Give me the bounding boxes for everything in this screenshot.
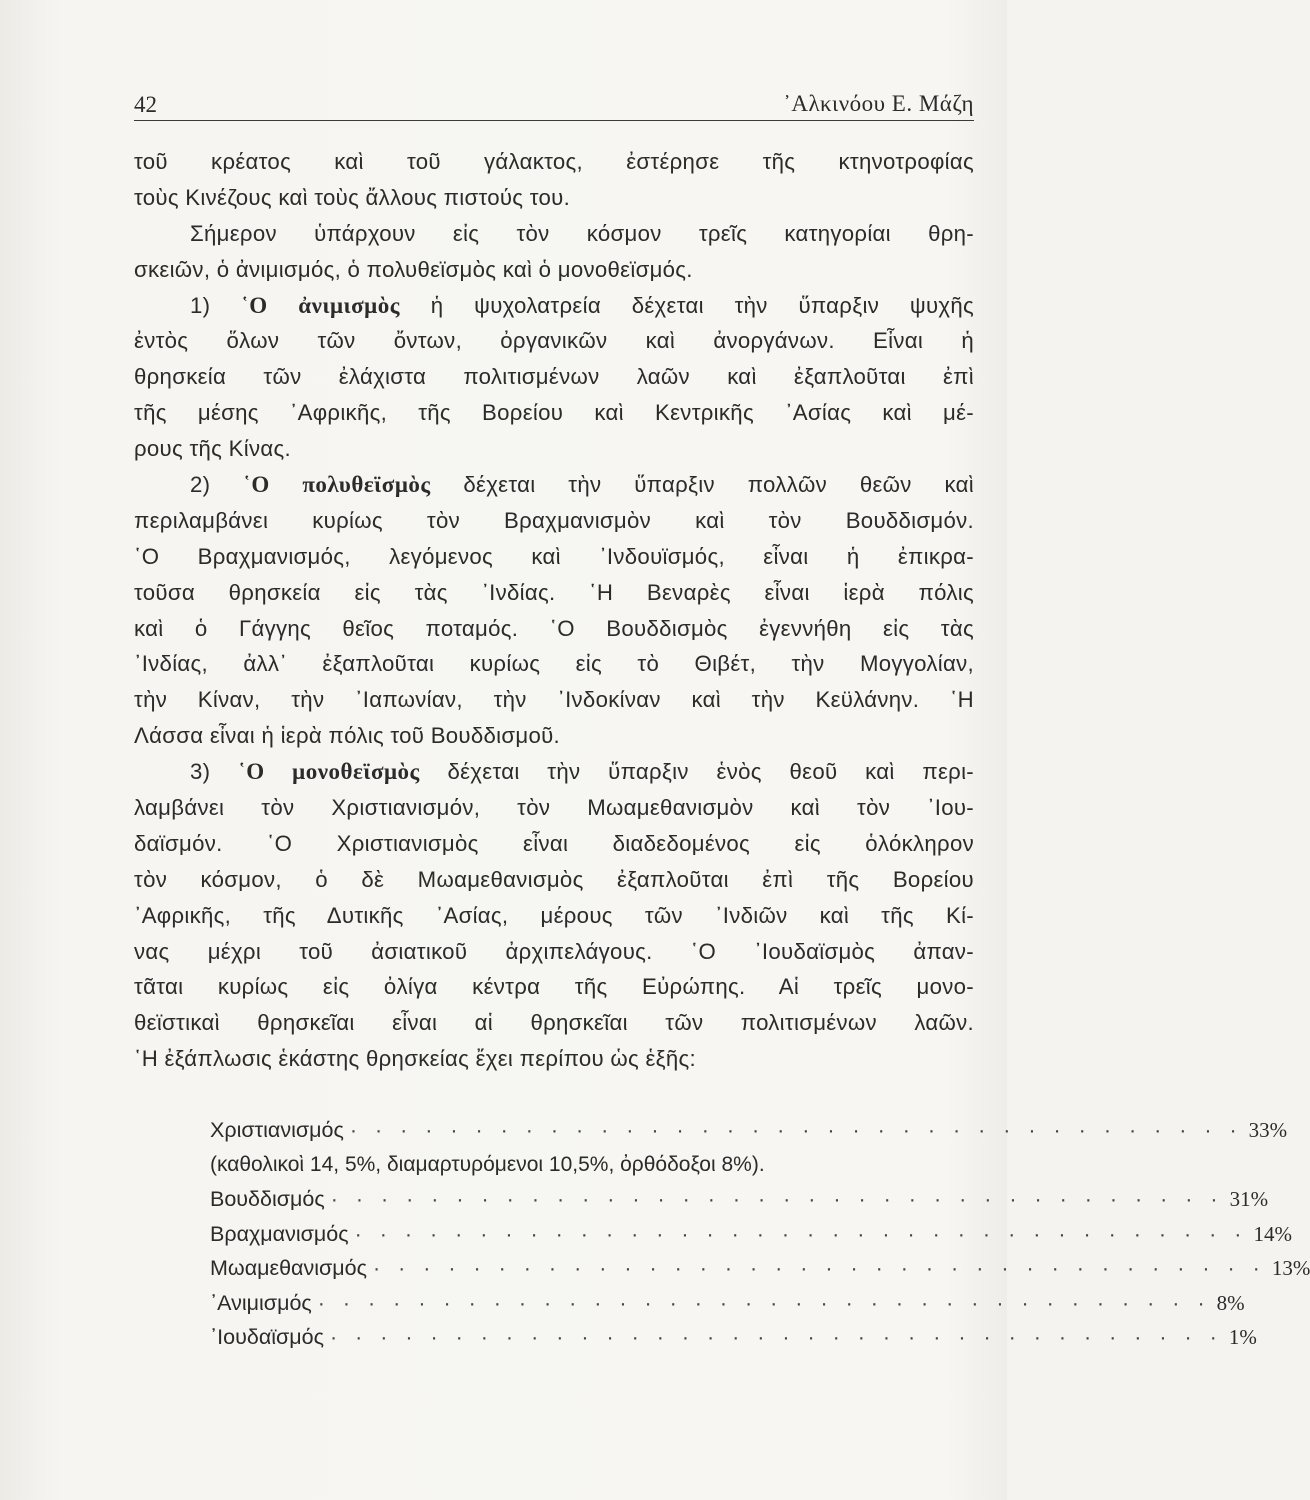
dot-leader: · · · · · · · · · · · · · · · · · · · · · · · · · · · · · · · · · · · · xyxy=(349,1118,1243,1142)
stat-value: 31% xyxy=(1229,1187,1269,1211)
text-line: τὸν κόσμον, ὁ δὲ Μωαμεθανισμὸς ἐξαπλοῦται ἐπὶ τῆς Βορείου xyxy=(134,866,974,892)
text-line: ᾿Αφρικῆς, τῆς Δυτικῆς ᾿Ασίας, μέρους τῶν ᾿Ινδιῶν καὶ τῆς Κί- xyxy=(134,902,974,928)
heading-term: ῾Ο πολυθεϊσμὸς xyxy=(243,472,431,498)
dot-leader: · · · · · · · · · · · · · · · · · · · · · · · · · · · · · · · · · · · · xyxy=(373,1256,1266,1280)
text-line: τοῦσα θρησκεία εἰς τὰς ᾿Ινδίας. ῾Η Βεναρὲς εἶναι ἱερὰ πόλις xyxy=(134,579,974,605)
heading-number: 3) xyxy=(190,759,211,785)
heading-number: 1) xyxy=(190,292,211,318)
stat-value: 33% xyxy=(1248,1118,1288,1142)
text-line: ῾Ο Βραχμανισμός, λεγόμενος καὶ ᾿Ινδουϊσμός, εἶναι ἡ ἐπικρα- xyxy=(134,543,974,569)
stat-name: Βουδδισμός xyxy=(210,1187,325,1211)
stat-row-brahmanism xyxy=(210,1221,1292,1257)
text-line: σκειῶν, ὁ ἀνιμισμός, ὁ πολυθεϊσμὸς καὶ ὁ μονοθεϊσμός. xyxy=(134,256,693,282)
text-line: λαμβάνει τὸν Χριστιανισμόν, τὸν Μωαμεθανισμὸν καὶ τὸν ᾿Ιου- xyxy=(134,795,974,821)
text-line: ᾿Ινδίας, ἀλλ᾿ ἐξαπλοῦται κυρίως εἰς τὸ Θιβέτ, τὴν Μογγολίαν, xyxy=(134,651,974,677)
stat-name: ᾿Ιουδαϊσμός xyxy=(210,1325,324,1349)
stat-row-islam xyxy=(210,1256,1310,1291)
stat-name: Βραχμανισμός xyxy=(210,1221,349,1246)
stat-value: 8% xyxy=(1216,1290,1245,1315)
text-line: ρους τῆς Κίνας. xyxy=(134,436,291,462)
page-header xyxy=(134,84,974,121)
text-line: τοὺς Κινέζους καὶ τοὺς ἄλλους πιστούς του. xyxy=(134,184,571,210)
section-heading-animism xyxy=(134,288,974,324)
text-line: τῆς μέσης ᾿Αφρικῆς, τῆς Βορείου καὶ Κεντρικῆς ᾿Ασίας καὶ μέ- xyxy=(134,400,974,426)
text-line: ἡ ψυχολατρεία δέχεται τὴν ὕπαρξιν ψυχῆς xyxy=(430,292,974,318)
dot-leader: · · · · · · · · · · · · · · · · · · · · · · · · · · · · · · · · · · · · xyxy=(354,1221,1248,1246)
stat-row-animism xyxy=(210,1290,1245,1326)
text-line: τὴν Κίναν, τὴν ᾿Ιαπωνίαν, τὴν ᾿Ινδοκίναν καὶ τὴν Κεϋλάνην. ῾Η xyxy=(134,687,974,713)
text-line: τᾶται κυρίως εἰς ὀλίγα κέντρα τῆς Εὐρώπης. Αἱ τρεῖς μονο- xyxy=(134,974,974,1000)
heading-term: ῾Ο μονοθεϊσμὸς xyxy=(238,759,420,785)
religion-statistics-list xyxy=(210,1118,1310,1360)
text-line: θεϊστικαὶ θρησκεῖαι εἶναι αἱ θρησκεῖαι τῶν πολιτισμένων λαῶν. xyxy=(134,1010,974,1036)
stat-row-christianity xyxy=(210,1118,1288,1153)
text-line: τοῦ κρέατος καὶ τοῦ γάλακτος, ἐστέρησε τῆς κτηνοτροφίας xyxy=(134,149,974,174)
text-line: δέχεται τὴν ὕπαρξιν ἑνὸς θεοῦ καὶ περι- xyxy=(447,759,974,785)
stat-name: Χριστιανισμός xyxy=(210,1118,344,1142)
stat-row-buddhism xyxy=(210,1187,1269,1222)
stat-name: ᾿Ανιμισμός xyxy=(210,1290,312,1315)
text-line: δαϊσμόν. ῾Ο Χριστιανισμὸς εἶναι διαδεδομένος εἰς ὁλόκληρον xyxy=(134,830,974,856)
text-line: καὶ ὁ Γάγγης θεῖος ποταμός. ῾Ο Βουδδισμὸς ἐγεννήθη εἰς τὰς xyxy=(134,615,974,641)
section-heading-polytheism xyxy=(134,467,974,503)
text-line: ἐντὸς ὅλων τῶν ὄντων, ὀργανικῶν καὶ ἀνοργάνων. Εἶναι ἡ xyxy=(134,328,974,354)
running-head: ᾿Αλκινόου Ε. Μάζη xyxy=(783,91,974,116)
text-line: νας μέχρι τοῦ ἀσιατικοῦ ἀρχιπελάγους. ῾Ο ᾿Ιουδαϊσμὸς ἀπαν- xyxy=(134,938,974,964)
text-line: Λάσσα εἶναι ἡ ἱερὰ πόλις τοῦ Βουδδισμοῦ. xyxy=(134,723,561,749)
text-line: περιλαμβάνει κυρίως τὸν Βραχμανισμὸν καὶ τὸν Βουδδισμόν. xyxy=(134,507,974,533)
heading-number: 2) xyxy=(190,472,211,498)
dot-leader: · · · · · · · · · · · · · · · · · · · · · · · · · · · · · · · · · · · · xyxy=(330,1187,1224,1211)
stat-note: (καθολικοὶ 14, 5%, διαμαρτυρόμενοι 10,5%, ὀρθόδοξοι 8%). xyxy=(210,1152,765,1176)
text-line: ῾Η ἐξάπλωσις ἑκάστης θρησκείας ἔχει περίπου ὡς ἑξῆς: xyxy=(134,1046,696,1072)
stat-row-judaism xyxy=(210,1325,1257,1360)
text-line: θρησκεία τῶν ἐλάχιστα πολιτισμένων λαῶν καὶ ἐξαπλοῦται ἐπὶ xyxy=(134,364,974,390)
text-line: Σήμερον ὑπάρχουν εἰς τὸν κόσμον τρεῖς κατηγορίαι θρη- xyxy=(190,220,974,246)
section-heading-monotheism xyxy=(134,754,974,790)
dot-leader: · · · · · · · · · · · · · · · · · · · · · · · · · · · · · · · · · · · · xyxy=(330,1325,1223,1349)
text-line: δέχεται τὴν ὕπαρξιν πολλῶν θεῶν καὶ xyxy=(463,472,974,498)
stat-value: 14% xyxy=(1253,1221,1292,1246)
stat-value: 13% xyxy=(1271,1256,1310,1280)
stat-name: Μωαμεθανισμός xyxy=(210,1256,367,1280)
page-number: 42 xyxy=(134,92,157,117)
stat-value: 1% xyxy=(1228,1325,1257,1349)
heading-term: ῾Ο ἀνιμισμὸς xyxy=(241,292,400,318)
body-text xyxy=(134,144,974,1077)
dot-leader: · · · · · · · · · · · · · · · · · · · · · · · · · · · · · · · · · · · · xyxy=(317,1290,1211,1315)
